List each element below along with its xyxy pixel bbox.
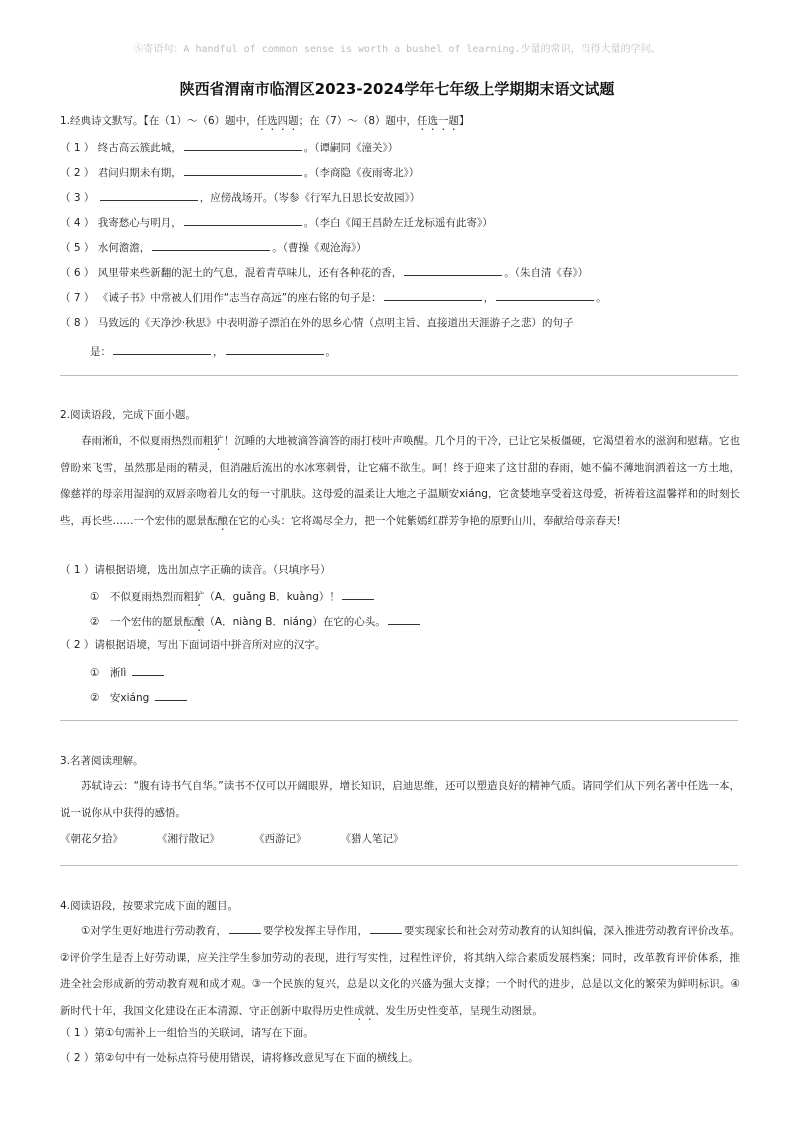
q2-sub-1: （ 1 ）请根据语境，选出加点字正确的读音。（只填序号） [60,564,331,576]
answer-blank[interactable] [113,343,211,355]
item-number: （ 3 ） [60,192,95,204]
q2-sub-1-option-a [90,588,376,609]
book-title: 《湘行散记》 [157,833,220,845]
item-number: （ 2 ） [60,167,95,179]
item-source: 。（李商隐《夜雨寄北》） [303,167,420,179]
q1-heading-text-3: 】 [459,115,470,127]
option-text: （A．guǎng B．kuàng）！ [204,591,340,603]
item-source: ，应傍战场开。（岑参《行军九日思长安故园》） [199,192,421,204]
item-number: （ 6 ） [60,267,95,279]
item-text: 君问归期未有期， [97,167,182,179]
q3-heading: 3.名著阅读理解。 [60,755,144,767]
item-source: 。（朱自清《春》） [504,267,589,279]
item-source: 。（谭嗣同《潼关》） [303,142,399,154]
item-number: （ 5 ） [60,242,95,254]
page-title: 陕西省渭南市临渭区2023-2024学年七年级上学期期末语文试题 [179,80,615,98]
item-number: （ 1 ） [60,142,95,154]
answer-blank[interactable] [229,922,261,934]
answer-blank[interactable] [342,588,374,600]
q1-heading-emphasis-1: 任选四题 [256,115,299,127]
answer-blank[interactable] [184,164,302,176]
q1-item-8 [60,316,574,330]
passage-text: 要实现家长和社会对劳动教育的认知纠偏，深入推进劳动教育评价改革。②评价学生是否上好劳动课，应关注学生参加劳动的表现，进行写实性，过程性评价，将其纳入综合素质发展档案；同时，改革教育评价体系，推进全社会形成新的劳动教育观和成才观。③一个民族的复兴，总是以文化的兴盛为强大支撑；一个时代的进步，总是以文化的繁荣为鲜明标识。④新时代十年，我国文化建设在正本清源、守正创新中取得历史性 [60,925,740,1017]
q3-book-list [60,832,438,846]
passage-text: 在它的心头：它将竭尽全力，把一个姹紫嫣红群芳争艳的原野山川，奉献给母亲春天! [228,514,621,527]
q1-heading [60,114,470,133]
q1-item-3 [60,189,420,205]
answer-blank[interactable] [152,239,270,251]
q2-sub-1-option-b [90,613,422,634]
option-text: ① 不似夏雨热烈而粗 [90,591,194,603]
passage-text: 春雨淅lì，不似夏雨热烈而粗 [81,435,214,447]
item-text: 水何澹澹， [97,242,151,254]
item-text: ② 安xiáng [90,692,150,704]
item-number: （ 8 ） [60,317,95,329]
option-text: ② 一个宏伟的愿景酝 [90,616,194,628]
item-text: ， [483,292,495,304]
item-text: ， [213,346,224,358]
book-title: 《朝花夕拾》 [60,833,123,845]
q1-heading-text-2: ；在（7）～（8）题中， [298,115,418,127]
answer-blank[interactable] [404,264,502,276]
option-text: （A．niàng B．niáng）在它的心头。 [204,616,386,628]
q4-sub-1: （ 1 ）第①句需补上一组恰当的关联词，请写在下面。 [60,1027,314,1039]
answer-blank[interactable] [184,139,302,151]
q4-passage [60,918,740,1024]
book-title: 《西游记》 [254,833,307,845]
q4-heading: 4.阅读语段，按要求完成下面的题目。 [60,900,239,912]
q1-heading-text: 1.经典诗文默写。【在（1）～（6）题中， [60,115,257,127]
passage-text: 、发生历史性变革，呈现生动图景。 [375,1004,543,1017]
answer-blank[interactable] [384,289,482,301]
q4-sub-2: （ 2 ）第②句中有一处标点符号使用错误，请将修改意见写在下面的横线上。 [60,1052,419,1064]
q1-heading-emphasis-2: 任选一题 [417,115,460,127]
q1-item-1 [60,139,398,155]
q1-item-4 [60,214,493,230]
passage-emphasis: 成就 [354,1004,375,1017]
q1-item-5 [60,239,367,255]
answer-blank[interactable] [496,289,594,301]
item-text: 马致远的《天净沙·秋思》中表明游子漂泊在外的思乡心情（点明主旨、直接道出天涯游子之悲）的句子 [97,317,574,329]
book-title: 《猎人笔记》 [340,833,404,845]
divider [60,865,738,866]
item-text: 是： [90,346,111,358]
item-text: 《诫子书》中常被人们用作“志当存高远”的座右铭的句子是： [97,292,382,304]
q1-item-6 [60,264,588,280]
q2-sub-2-item-b [90,689,189,705]
watermark: Ⓢ寄语句：A handful of common sense is worth a bushel of learning.少量的常识，当得大量的学问。 [133,44,661,55]
q1-item-8-line-2 [90,343,336,359]
item-text: 。 [325,346,336,358]
answer-blank[interactable] [184,214,302,226]
q1-item-7 [60,289,607,305]
item-text: ① 淅lì [90,667,127,679]
passage-emphasis: 犷 [213,435,224,447]
option-emphasis: 酿 [193,616,205,628]
q2-heading: 2.阅读语段，完成下面小题。 [60,409,197,421]
divider [60,720,738,721]
item-number: （ 7 ） [60,292,95,304]
divider [60,375,738,376]
passage-emphasis: 酿 [217,514,228,527]
passage-text: 要学校发挥主导作用， [262,925,368,937]
answer-blank[interactable] [388,613,420,625]
q2-sub-2-item-a [90,664,166,680]
q2-sub-2: （ 2 ）请根据语境，写出下面词语中拼音所对应的汉字。 [60,639,326,651]
item-source: 。（李白《闻王昌龄左迁龙标遥有此寄》） [303,217,493,229]
item-text: 终古高云簇此城， [97,142,182,154]
answer-blank[interactable] [155,689,187,701]
item-text: 。 [596,292,607,304]
passage-text: ！沉睡的大地被滴答滴答的雨打枝叶声唤醒。几个月的干冷，已让它呆板僵硬，它渴望着水的滋润和慰藉。它也曾盼来飞雪，虽然那是雨的精灵，但消融后流出的水冰寒刺骨，让它痛不欲生。呵！终于迎来了这甘甜的春雨，她不偏不薄地润洒着这一方土地，像慈祥的母亲用湿润的双唇亲吻着儿女的每一寸肌肤。这母爱的温柔让大地之子温顺安xiáng，它贪婪地享受着这母爱，祈祷着这温馨祥和的时刻长些，再长些……一个宏伟的愿景酝 [60,435,741,527]
answer-blank[interactable] [226,343,324,355]
passage-text: ①对学生更好地进行劳动教育， [81,925,227,937]
option-emphasis: 犷 [193,591,205,603]
answer-blank[interactable] [100,189,198,201]
item-number: （ 4 ） [60,217,95,229]
item-text: 风里带来些新翻的泥土的气息，混着青草味儿，还有各种花的香， [97,267,403,279]
answer-blank[interactable] [132,664,164,676]
q3-passage: 苏轼诗云：“腹有诗书气自华。”读书不仅可以开阔眼界，增长知识，启迪思维，还可以塑造良好的精神气质。请同学们从下列名著中任选一本，说一说你从中获得的感悟。 [60,780,740,819]
q2-passage [60,428,740,534]
item-source: 。（曹操《观沧海》） [272,242,367,254]
q1-item-2 [60,164,419,180]
answer-blank[interactable] [370,922,402,934]
item-text: 我寄愁心与明月， [97,217,182,229]
